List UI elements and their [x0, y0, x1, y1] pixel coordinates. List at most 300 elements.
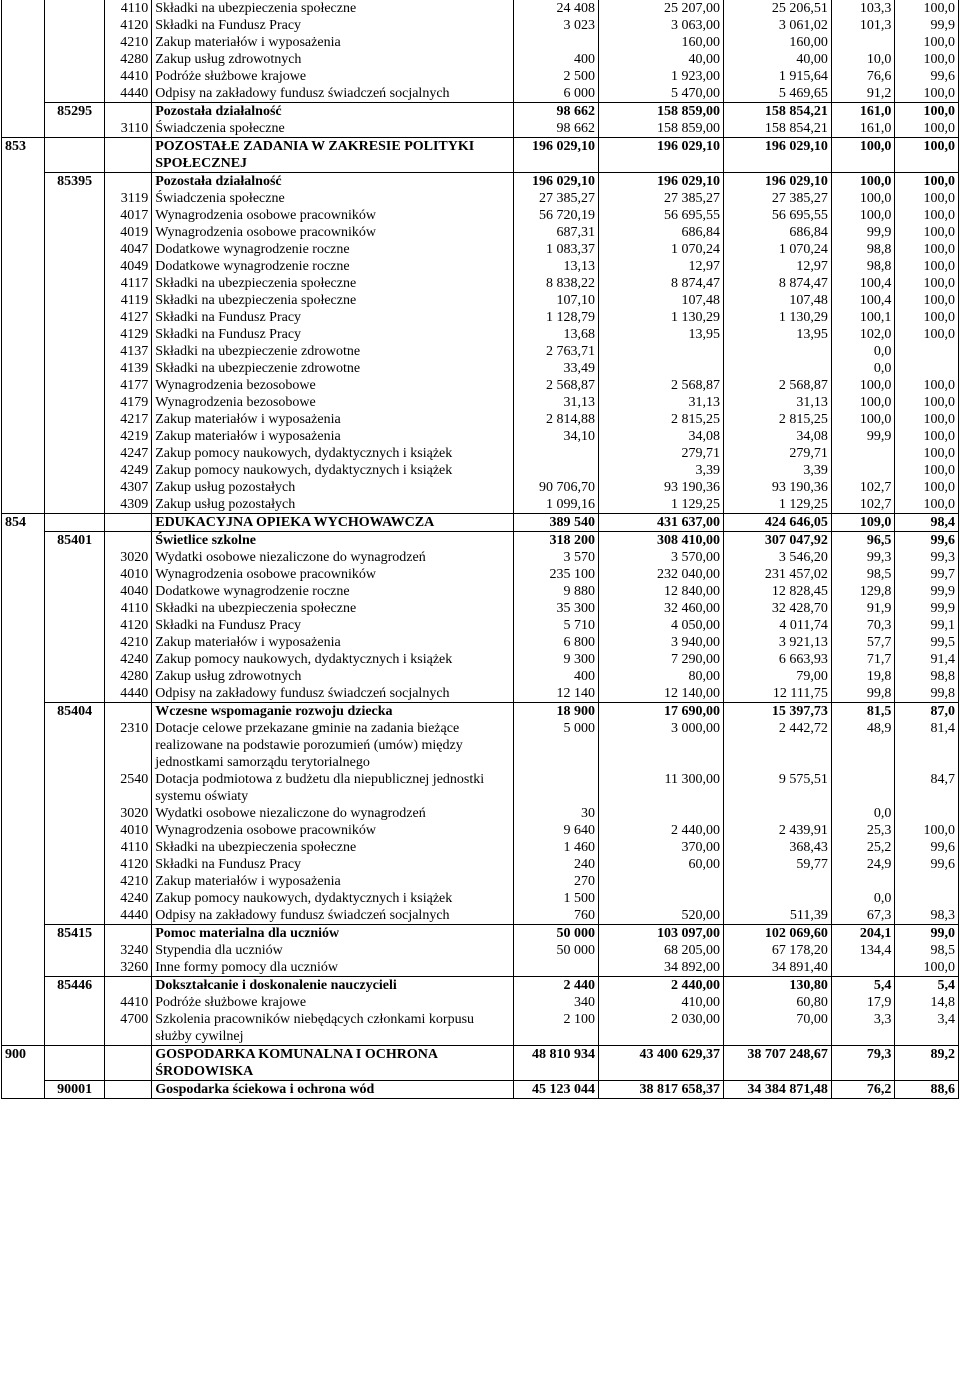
col-name: Zakup materiałów i wyposażenia [152, 34, 514, 51]
col-rozdzial [45, 822, 104, 839]
col-plan-after-changes: 60,00 [598, 856, 723, 873]
col-plan-after-changes: 80,00 [598, 668, 723, 685]
col-execution: 34,08 [723, 428, 831, 445]
col-paragraf: 4019 [104, 224, 151, 241]
col-percent-plan: 100,0 [831, 138, 895, 173]
col-plan-after-changes: 196 029,10 [598, 138, 723, 173]
col-plan-after-changes: 3,39 [598, 462, 723, 479]
col-percent-plan: 70,3 [831, 617, 895, 634]
col-plan-after-changes: 686,84 [598, 224, 723, 241]
col-paragraf: 4410 [104, 68, 151, 85]
col-dzial [2, 942, 45, 959]
col-plan: 400 [514, 668, 599, 685]
col-percent-after-changes: 100,0 [895, 138, 959, 173]
col-percent-plan: 100,1 [831, 309, 895, 326]
col-dzial [2, 85, 45, 103]
col-paragraf: 4049 [104, 258, 151, 275]
col-name: Zakup pomocy naukowych, dydaktycznych i książek [152, 651, 514, 668]
table-row [2, 907, 959, 925]
col-dzial [2, 224, 45, 241]
table-row [2, 583, 959, 600]
col-dzial [2, 873, 45, 890]
col-plan-after-changes: 103 097,00 [598, 925, 723, 943]
col-dzial [2, 496, 45, 514]
col-plan: 34,10 [514, 428, 599, 445]
col-percent-plan: 99,9 [831, 224, 895, 241]
col-paragraf: 4120 [104, 17, 151, 34]
col-paragraf [104, 138, 151, 173]
col-percent-plan [831, 445, 895, 462]
col-dzial [2, 1011, 45, 1046]
col-rozdzial [45, 805, 104, 822]
col-percent-after-changes: 14,8 [895, 994, 959, 1011]
col-percent-after-changes: 100,0 [895, 292, 959, 309]
col-plan: 2 568,87 [514, 377, 599, 394]
col-dzial [2, 994, 45, 1011]
col-paragraf: 3260 [104, 959, 151, 977]
col-name: Składki na ubezpieczenia społeczne [152, 600, 514, 617]
col-rozdzial: 85415 [45, 925, 104, 943]
col-plan-after-changes: 31,13 [598, 394, 723, 411]
col-name: Zakup materiałów i wyposażenia [152, 428, 514, 445]
col-percent-plan: 100,0 [831, 173, 895, 191]
col-plan: 2 440 [514, 977, 599, 995]
col-rozdzial [45, 617, 104, 634]
col-name: Wynagrodzenia bezosobowe [152, 394, 514, 411]
col-plan-after-changes: 11 300,00 [598, 771, 723, 805]
col-percent-plan: 102,7 [831, 479, 895, 496]
col-execution: 9 575,51 [723, 771, 831, 805]
col-plan-after-changes: 43 400 629,37 [598, 1046, 723, 1081]
col-name: Świadczenia społeczne [152, 120, 514, 138]
col-percent-after-changes: 99,1 [895, 617, 959, 634]
col-percent-plan: 98,8 [831, 258, 895, 275]
col-dzial [2, 241, 45, 258]
col-plan: 50 000 [514, 925, 599, 943]
col-rozdzial [45, 549, 104, 566]
table-row [2, 411, 959, 428]
col-percent-plan: 67,3 [831, 907, 895, 925]
col-name: Dodatkowe wynagrodzenie roczne [152, 241, 514, 258]
col-execution: 1 070,24 [723, 241, 831, 258]
col-paragraf: 4210 [104, 634, 151, 651]
col-execution: 1 130,29 [723, 309, 831, 326]
col-name: Pozostała działalność [152, 103, 514, 121]
col-percent-plan: 129,8 [831, 583, 895, 600]
col-dzial: 900 [2, 1046, 45, 1081]
col-percent-after-changes: 99,6 [895, 68, 959, 85]
col-percent-after-changes: 99,7 [895, 566, 959, 583]
col-rozdzial [45, 309, 104, 326]
col-dzial [2, 103, 45, 121]
table-row [2, 445, 959, 462]
col-plan [514, 34, 599, 51]
col-plan: 400 [514, 51, 599, 68]
col-plan: 389 540 [514, 514, 599, 532]
col-paragraf: 3240 [104, 942, 151, 959]
col-execution: 5 469,65 [723, 85, 831, 103]
col-paragraf: 4110 [104, 839, 151, 856]
col-name: Składki na ubezpieczenia społeczne [152, 275, 514, 292]
col-plan: 9 640 [514, 822, 599, 839]
col-percent-after-changes: 99,9 [895, 583, 959, 600]
col-execution: 1 129,25 [723, 496, 831, 514]
col-paragraf [104, 514, 151, 532]
col-percent-after-changes: 91,4 [895, 651, 959, 668]
col-execution: 2 568,87 [723, 377, 831, 394]
col-dzial [2, 977, 45, 995]
col-paragraf [104, 977, 151, 995]
col-percent-after-changes: 99,8 [895, 685, 959, 703]
col-rozdzial [45, 120, 104, 138]
col-percent-plan: 96,5 [831, 532, 895, 550]
col-paragraf: 4309 [104, 496, 151, 514]
col-dzial [2, 532, 45, 550]
col-plan-after-changes: 17 690,00 [598, 703, 723, 721]
col-percent-plan: 79,3 [831, 1046, 895, 1081]
col-percent-after-changes: 99,6 [895, 532, 959, 550]
table-row [2, 462, 959, 479]
col-percent-plan: 19,8 [831, 668, 895, 685]
col-execution: 279,71 [723, 445, 831, 462]
table-row [2, 377, 959, 394]
col-percent-after-changes [895, 343, 959, 360]
col-dzial [2, 720, 45, 771]
col-percent-plan: 5,4 [831, 977, 895, 995]
col-dzial [2, 839, 45, 856]
col-execution: 34 891,40 [723, 959, 831, 977]
chapter-row [2, 925, 959, 943]
col-rozdzial: 85395 [45, 173, 104, 191]
col-plan: 24 408 [514, 0, 599, 17]
table-row [2, 959, 959, 977]
col-plan-after-changes [598, 343, 723, 360]
col-plan-after-changes: 1 129,25 [598, 496, 723, 514]
col-name: Zakup pomocy naukowych, dydaktycznych i książek [152, 890, 514, 907]
col-percent-plan: 99,3 [831, 549, 895, 566]
col-name: Składki na Fundusz Pracy [152, 309, 514, 326]
col-paragraf: 4440 [104, 85, 151, 103]
col-plan-after-changes: 5 470,00 [598, 85, 723, 103]
col-rozdzial [45, 0, 104, 17]
col-percent-plan: 100,0 [831, 207, 895, 224]
table-row [2, 190, 959, 207]
col-dzial [2, 309, 45, 326]
col-plan-after-changes: 8 874,47 [598, 275, 723, 292]
col-execution: 38 707 248,67 [723, 1046, 831, 1081]
col-dzial [2, 292, 45, 309]
col-percent-plan: 134,4 [831, 942, 895, 959]
col-percent-after-changes: 100,0 [895, 496, 959, 514]
col-rozdzial: 85446 [45, 977, 104, 995]
col-dzial [2, 326, 45, 343]
table-row [2, 1011, 959, 1046]
col-percent-plan: 48,9 [831, 720, 895, 771]
col-name: Zakup usług pozostałych [152, 496, 514, 514]
col-plan [514, 959, 599, 977]
col-dzial: 854 [2, 514, 45, 532]
table-row [2, 17, 959, 34]
col-name: Świetlice szkolne [152, 532, 514, 550]
col-name: EDUKACYJNA OPIEKA WYCHOWAWCZA [152, 514, 514, 532]
col-name: Odpisy na zakładowy fundusz świadczeń socjalnych [152, 85, 514, 103]
chapter-row [2, 703, 959, 721]
col-execution: 511,39 [723, 907, 831, 925]
col-percent-after-changes: 100,0 [895, 0, 959, 17]
col-plan-after-changes: 12 140,00 [598, 685, 723, 703]
col-paragraf: 4129 [104, 326, 151, 343]
col-plan-after-changes: 2 815,25 [598, 411, 723, 428]
section-row [2, 514, 959, 532]
col-execution: 2 439,91 [723, 822, 831, 839]
col-percent-after-changes: 100,0 [895, 207, 959, 224]
col-rozdzial: 85401 [45, 532, 104, 550]
col-percent-plan: 0,0 [831, 890, 895, 907]
col-paragraf [104, 703, 151, 721]
col-percent-plan [831, 873, 895, 890]
col-name: Składki na Fundusz Pracy [152, 326, 514, 343]
table-row [2, 51, 959, 68]
table-row [2, 668, 959, 685]
col-name: Wynagrodzenia osobowe pracowników [152, 207, 514, 224]
col-plan: 48 810 934 [514, 1046, 599, 1081]
col-paragraf: 4700 [104, 1011, 151, 1046]
col-percent-after-changes: 3,4 [895, 1011, 959, 1046]
col-dzial [2, 17, 45, 34]
col-plan: 196 029,10 [514, 138, 599, 173]
col-percent-plan: 99,9 [831, 428, 895, 445]
col-percent-plan: 109,0 [831, 514, 895, 532]
col-plan-after-changes: 4 050,00 [598, 617, 723, 634]
col-percent-plan: 10,0 [831, 51, 895, 68]
col-plan-after-changes: 25 207,00 [598, 0, 723, 17]
col-plan: 6 800 [514, 634, 599, 651]
col-percent-plan [831, 959, 895, 977]
col-execution: 4 011,74 [723, 617, 831, 634]
col-percent-after-changes: 98,5 [895, 942, 959, 959]
col-dzial [2, 343, 45, 360]
col-dzial [2, 668, 45, 685]
col-percent-after-changes: 100,0 [895, 822, 959, 839]
col-plan-after-changes: 40,00 [598, 51, 723, 68]
table-row [2, 326, 959, 343]
col-rozdzial [45, 34, 104, 51]
col-plan-after-changes: 3 940,00 [598, 634, 723, 651]
col-percent-after-changes: 100,0 [895, 173, 959, 191]
col-name: Podróże służbowe krajowe [152, 994, 514, 1011]
col-paragraf: 4280 [104, 51, 151, 68]
col-paragraf: 4440 [104, 907, 151, 925]
col-execution: 31,13 [723, 394, 831, 411]
col-execution: 368,43 [723, 839, 831, 856]
col-paragraf: 4110 [104, 600, 151, 617]
col-execution: 102 069,60 [723, 925, 831, 943]
col-execution: 13,95 [723, 326, 831, 343]
col-dzial [2, 0, 45, 17]
col-execution: 70,00 [723, 1011, 831, 1046]
col-plan: 760 [514, 907, 599, 925]
col-plan: 270 [514, 873, 599, 890]
col-percent-plan: 161,0 [831, 120, 895, 138]
col-paragraf: 4040 [104, 583, 151, 600]
col-rozdzial [45, 462, 104, 479]
col-percent-after-changes: 99,9 [895, 17, 959, 34]
col-plan-after-changes: 34,08 [598, 428, 723, 445]
col-percent-plan: 57,7 [831, 634, 895, 651]
col-execution: 196 029,10 [723, 173, 831, 191]
col-rozdzial [45, 514, 104, 532]
table-row [2, 120, 959, 138]
col-rozdzial [45, 377, 104, 394]
col-percent-after-changes: 87,0 [895, 703, 959, 721]
col-name: Dodatkowe wynagrodzenie roczne [152, 258, 514, 275]
col-execution: 107,48 [723, 292, 831, 309]
table-row [2, 771, 959, 805]
col-plan-after-changes: 56 695,55 [598, 207, 723, 224]
col-execution: 34 384 871,48 [723, 1081, 831, 1099]
col-plan: 340 [514, 994, 599, 1011]
table-row [2, 496, 959, 514]
col-name: Gospodarka ściekowa i ochrona wód [152, 1081, 514, 1099]
col-name: Wczesne wspomaganie rozwoju dziecka [152, 703, 514, 721]
col-rozdzial [45, 343, 104, 360]
col-plan-after-changes: 3 000,00 [598, 720, 723, 771]
col-percent-plan: 3,3 [831, 1011, 895, 1046]
col-execution: 79,00 [723, 668, 831, 685]
col-plan [514, 462, 599, 479]
col-percent-after-changes: 99,6 [895, 856, 959, 873]
col-dzial [2, 600, 45, 617]
col-percent-plan: 204,1 [831, 925, 895, 943]
table-row [2, 428, 959, 445]
col-name: Zakup pomocy naukowych, dydaktycznych i książek [152, 462, 514, 479]
col-dzial [2, 634, 45, 651]
col-percent-after-changes: 99,5 [895, 634, 959, 651]
col-paragraf: 4307 [104, 479, 151, 496]
col-name: Składki na Fundusz Pracy [152, 856, 514, 873]
col-paragraf: 4010 [104, 822, 151, 839]
col-percent-after-changes: 100,0 [895, 51, 959, 68]
col-plan: 196 029,10 [514, 173, 599, 191]
col-percent-plan: 99,8 [831, 685, 895, 703]
col-plan-after-changes: 308 410,00 [598, 532, 723, 550]
table-row [2, 479, 959, 496]
col-percent-plan: 0,0 [831, 805, 895, 822]
col-percent-plan: 91,2 [831, 85, 895, 103]
col-rozdzial [45, 1046, 104, 1081]
col-rozdzial [45, 856, 104, 873]
col-percent-after-changes: 100,0 [895, 241, 959, 258]
col-name: Wydatki osobowe niezaliczone do wynagrodzeń [152, 805, 514, 822]
col-plan: 33,49 [514, 360, 599, 377]
col-plan-after-changes: 1 130,29 [598, 309, 723, 326]
col-percent-after-changes: 100,0 [895, 258, 959, 275]
col-percent-plan [831, 771, 895, 805]
col-name: Zakup usług zdrowotnych [152, 668, 514, 685]
col-name: Odpisy na zakładowy fundusz świadczeń socjalnych [152, 907, 514, 925]
col-plan: 235 100 [514, 566, 599, 583]
col-percent-after-changes: 100,0 [895, 309, 959, 326]
col-percent-plan [831, 462, 895, 479]
col-name: Zakup materiałów i wyposażenia [152, 411, 514, 428]
col-percent-after-changes: 99,0 [895, 925, 959, 943]
col-name: GOSPODARKA KOMUNALNA I OCHRONA ŚRODOWISKA [152, 1046, 514, 1081]
col-percent-after-changes: 81,4 [895, 720, 959, 771]
col-dzial [2, 959, 45, 977]
col-percent-after-changes: 100,0 [895, 275, 959, 292]
col-paragraf [104, 173, 151, 191]
col-plan-after-changes: 2 440,00 [598, 822, 723, 839]
col-paragraf: 4217 [104, 411, 151, 428]
col-execution: 12 828,45 [723, 583, 831, 600]
col-dzial [2, 771, 45, 805]
table-row [2, 720, 959, 771]
col-plan: 27 385,27 [514, 190, 599, 207]
col-percent-plan: 102,0 [831, 326, 895, 343]
col-percent-after-changes: 88,6 [895, 1081, 959, 1099]
col-paragraf: 2540 [104, 771, 151, 805]
col-execution: 160,00 [723, 34, 831, 51]
col-plan: 3 570 [514, 549, 599, 566]
col-rozdzial [45, 959, 104, 977]
col-percent-plan: 0,0 [831, 343, 895, 360]
col-execution: 2 442,72 [723, 720, 831, 771]
chapter-row [2, 532, 959, 550]
table-row [2, 600, 959, 617]
col-paragraf: 4139 [104, 360, 151, 377]
col-rozdzial [45, 207, 104, 224]
col-name: Składki na ubezpieczenia społeczne [152, 839, 514, 856]
col-dzial [2, 173, 45, 191]
col-paragraf: 4247 [104, 445, 151, 462]
col-percent-after-changes: 100,0 [895, 959, 959, 977]
col-plan: 50 000 [514, 942, 599, 959]
col-execution: 158 854,21 [723, 103, 831, 121]
col-paragraf: 4249 [104, 462, 151, 479]
table-row [2, 873, 959, 890]
col-plan-after-changes: 38 817 658,37 [598, 1081, 723, 1099]
col-percent-plan: 100,0 [831, 377, 895, 394]
col-name: Wynagrodzenia osobowe pracowników [152, 822, 514, 839]
col-execution: 8 874,47 [723, 275, 831, 292]
col-percent-after-changes: 100,0 [895, 103, 959, 121]
col-rozdzial [45, 600, 104, 617]
col-rozdzial: 85295 [45, 103, 104, 121]
col-paragraf [104, 103, 151, 121]
col-dzial: 853 [2, 138, 45, 173]
section-row [2, 1046, 959, 1081]
col-plan-after-changes [598, 805, 723, 822]
col-dzial [2, 685, 45, 703]
col-paragraf: 3020 [104, 805, 151, 822]
col-name: Składki na ubezpieczenia społeczne [152, 0, 514, 17]
col-execution: 3,39 [723, 462, 831, 479]
col-percent-plan: 0,0 [831, 360, 895, 377]
table-row [2, 685, 959, 703]
col-plan-after-changes: 370,00 [598, 839, 723, 856]
table-row [2, 0, 959, 17]
col-rozdzial [45, 496, 104, 514]
col-plan-after-changes: 12 840,00 [598, 583, 723, 600]
col-rozdzial [45, 292, 104, 309]
col-paragraf: 4120 [104, 856, 151, 873]
col-plan: 30 [514, 805, 599, 822]
col-paragraf: 4280 [104, 668, 151, 685]
col-plan-after-changes: 107,48 [598, 292, 723, 309]
col-execution: 3 546,20 [723, 549, 831, 566]
col-dzial [2, 890, 45, 907]
col-plan: 13,13 [514, 258, 599, 275]
